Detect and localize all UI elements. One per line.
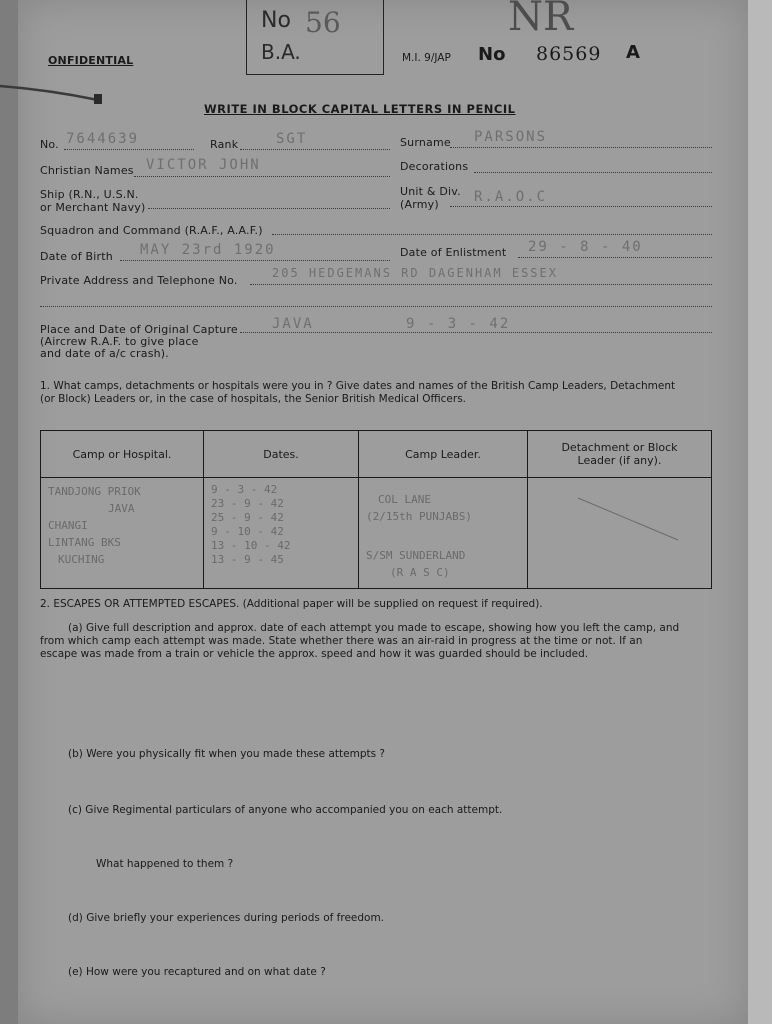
date-entry: 13 - 9 - 45 xyxy=(211,553,284,566)
question-1-line2: (or Block) Leaders or, in the case of hospitals, the Senior British Medical Officers. xyxy=(40,393,467,405)
address-value: 205 HEDGEMANS RD DAGENHAM ESSEX xyxy=(272,266,558,280)
ship-label-line2: or Merchant Navy) xyxy=(40,201,146,214)
date-entry: 13 - 10 - 42 xyxy=(211,539,291,552)
surname-value: PARSONS xyxy=(474,129,548,145)
page-edge-right xyxy=(748,0,772,1024)
ship-label-line1: Ship (R.N., U.S.N. xyxy=(40,188,139,201)
capture-label-line3: and date of a/c crash). xyxy=(40,347,169,360)
leader-entry: COL LANE xyxy=(378,493,431,506)
date-entry: 23 - 9 - 42 xyxy=(211,497,284,510)
unit-value: R.A.O.C xyxy=(474,189,548,205)
christian-names-label: Christian Names xyxy=(40,164,134,177)
unit-label-line2: (Army) xyxy=(400,198,439,211)
christian-names-value: VICTOR JOHN xyxy=(146,157,261,173)
capture-label-line2: (Aircrew R.A.F. to give place xyxy=(40,335,199,348)
capture-date: 9 - 3 - 42 xyxy=(406,316,511,332)
question-2a-line3: escape was made from a train or vehicle the approx. speed and how it was guarded should be included. xyxy=(40,648,589,660)
dates-cell xyxy=(204,478,359,589)
box-ba-label: B.A. xyxy=(261,40,301,64)
col-dates-header: Dates. xyxy=(204,431,359,478)
question-2c: (c) Give Regimental particulars of anyone who accompanied you on each attempt. xyxy=(68,804,503,816)
enlistment-value: 29 - 8 - 40 xyxy=(528,239,643,255)
page-edge-left xyxy=(0,0,18,1024)
leader-entry: S/SM SUNDERLAND xyxy=(366,549,466,562)
date-entry: 9 - 10 - 42 xyxy=(211,525,284,538)
tie-string xyxy=(0,78,130,118)
table-row xyxy=(41,478,712,589)
surname-label: Surname xyxy=(400,136,451,149)
question-2a-line2: from which camp each attempt was made. State whether there was an air-raid in progress at the time or not. If an xyxy=(40,635,643,647)
pencil-stroke xyxy=(528,478,711,586)
question-2-title: 2. ESCAPES OR ATTEMPTED ESCAPES. (Additional paper will be supplied on request if required). xyxy=(40,598,543,610)
squadron-label: Squadron and Command (R.A.F., A.A.F.) xyxy=(40,224,263,237)
rank-label: Rank xyxy=(210,138,239,151)
question-2d: (d) Give briefly your experiences during periods of freedom. xyxy=(68,912,385,924)
question-2e: (e) How were you recaptured and on what date ? xyxy=(68,966,326,978)
date-entry: 9 - 3 - 42 xyxy=(211,483,278,496)
unit-label-line1: Unit & Div. xyxy=(400,185,461,198)
camp-cell xyxy=(41,478,204,589)
camps-table xyxy=(40,430,712,589)
table-header-row xyxy=(41,431,712,478)
col-camp-header: Camp or Hospital. xyxy=(41,431,204,478)
leader-entry: (R A S C) xyxy=(390,566,450,579)
rank-value: SGT xyxy=(276,131,308,147)
dob-label: Date of Birth xyxy=(40,250,113,263)
leader-cell xyxy=(359,478,528,589)
question-2b: (b) Were you physically fit when you made these attempts ? xyxy=(68,748,385,760)
capture-label xyxy=(40,324,238,360)
confidential-label: ONFIDENTIAL xyxy=(48,54,134,67)
no-label: No. xyxy=(40,138,59,151)
top-handwritten-mark: NR xyxy=(508,0,574,40)
camp-entry: LINTANG BKS xyxy=(48,536,121,549)
unit-label xyxy=(400,185,461,211)
ba-number-box xyxy=(246,0,384,75)
box-no-label: No xyxy=(261,8,291,33)
ship-label xyxy=(40,188,146,214)
number-label: No xyxy=(478,44,506,65)
capture-place: JAVA xyxy=(272,316,314,332)
mi-reference: M.I. 9/JAP xyxy=(402,52,451,64)
date-entry: 25 - 9 - 42 xyxy=(211,511,284,524)
question-2a-line1: (a) Give full description and approx. date of each attempt you made to escape, showing how you left the camp, and xyxy=(68,622,680,634)
leader-entry: (2/15th PUNJABS) xyxy=(366,510,472,523)
camp-entry: CHANGI xyxy=(48,519,88,532)
col-leader-header: Camp Leader. xyxy=(359,431,528,478)
detachment-cell xyxy=(528,478,712,589)
question-2c-followup: What happened to them ? xyxy=(96,858,234,870)
form-sheet xyxy=(18,0,748,1024)
camp-entry: KUCHING xyxy=(58,553,105,566)
instruction-heading: WRITE IN BLOCK CAPITAL LETTERS IN PENCIL xyxy=(204,102,516,116)
address-label: Private Address and Telephone No. xyxy=(40,274,238,287)
capture-label-line1: Place and Date of Original Capture xyxy=(40,323,238,336)
serial-suffix: A xyxy=(626,42,640,63)
col-detachment-header: Detachment or Block Leader (if any). xyxy=(528,431,712,478)
box-handwritten-number: 56 xyxy=(305,6,341,39)
decorations-label: Decorations xyxy=(400,160,469,173)
question-1-line1: 1. What camps, detachments or hospitals were you in ? Give dates and names of the British Camp Leaders, Detachment xyxy=(40,380,676,392)
camp-entry: TANDJONG PRIOK xyxy=(48,485,141,498)
enlistment-label: Date of Enlistment xyxy=(400,246,507,259)
question-1 xyxy=(40,380,730,406)
dob-value: MAY 23rd 1920 xyxy=(140,242,276,258)
camp-entry: JAVA xyxy=(108,502,135,515)
no-value: 7644639 xyxy=(66,131,140,147)
serial-number: 86569 xyxy=(536,43,602,65)
question-2a xyxy=(40,622,730,661)
